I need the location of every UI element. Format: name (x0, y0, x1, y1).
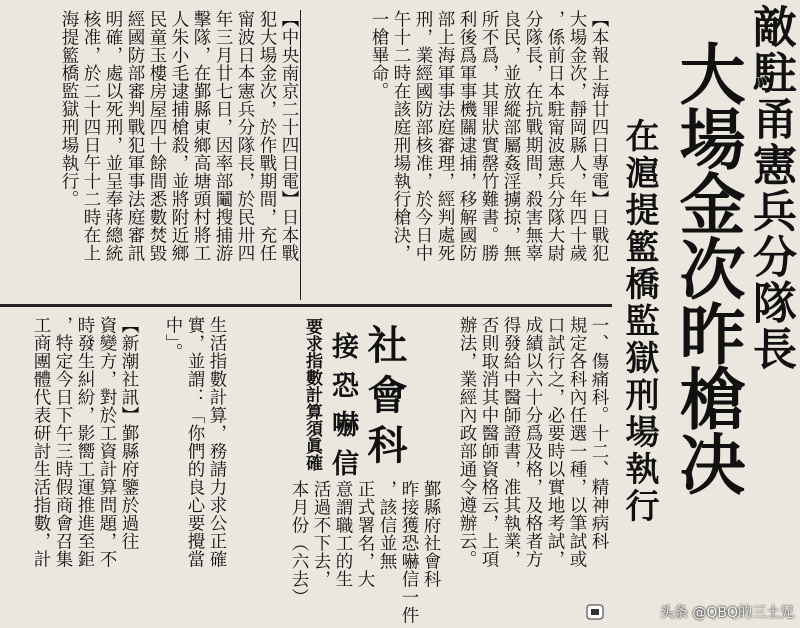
article3-col-4: 成績以六十分爲及格，及格者方 (523, 316, 543, 568)
article2-col-11: 海提籃橋監獄刑場執行。 (59, 10, 79, 208)
article2-col-4: 年三月廿七日，因率部鬮搜捕游 (213, 10, 233, 262)
article2-col-1: 【中央南京二十四日電】日本戰 (279, 10, 299, 262)
article4-col-13: 意謂職工的生 (333, 480, 353, 588)
article4-col-14: 活過不下去， (311, 480, 331, 588)
article3-col-3: 口試行之，必要時以實地考試， (545, 316, 565, 568)
article4-subtitle: 接恐嚇信 (327, 332, 358, 488)
article4-col-6: 生活指數計算，務請力求公正確 (207, 316, 227, 568)
article3-col-5: 得發給中醫師證書，准其執業， (501, 316, 521, 568)
article4-col-9: 鄞縣府社會科 (421, 480, 441, 588)
article4-col-10: 昨接獲恐嚇信一件 (399, 480, 419, 624)
article1-col-8: 部上海軍事法庭審理，經判處死 (435, 10, 455, 262)
column-divider (300, 10, 301, 300)
article4-col-5: 工商團體代表研討生活指數，計 (31, 316, 51, 568)
headline-subtitle: 在滬提籃橋監獄刑場執行 (619, 118, 659, 525)
article3-col-7: 辦法，業經內政部通令遵辦云。 (457, 316, 477, 568)
article1-col-9: 刑，業經國防部核准，於今日中 (413, 10, 433, 262)
article1-col-11: 一槍畢命。 (369, 10, 389, 100)
article4-col-4: ，特定今日下午三時假商會召集 (53, 316, 73, 568)
article4-col-8: 中」。 (163, 316, 183, 362)
article2-col-3: 甯波日本憲兵分隊長，於民卅四 (235, 10, 255, 262)
article1-col-3: ，係前日本駐甯波憲兵分隊大尉 (545, 10, 565, 262)
article1-col-6: 所不爲，其罪狀實罄竹難書。勝 (479, 10, 499, 262)
article3-col-1: 一、傷痛科。十二、精神病科 (589, 316, 609, 550)
article2-col-7: 民童玉樓房屋四十餘間悉數焚毀 (147, 10, 167, 262)
article2-col-6: 人朱小毛逮捕槍殺，並將附近鄉 (169, 10, 189, 262)
article2-col-8: 經國防部審判戰犯軍事法庭審訊 (125, 10, 145, 262)
article1-col-10: 午十二時在該庭刑場執行槍決， (391, 10, 411, 262)
headline-line-1: 敵駐甬憲兵分隊長 (745, 4, 796, 372)
article1-col-7: 利後爲軍事機關逮捕，移解國防 (457, 10, 477, 262)
article1-col-2: 大場金次，靜岡縣人，年四十歲 (567, 10, 587, 262)
article1-col-4: 分隊長，在抗戰期間，殺害無辜 (523, 10, 543, 262)
article2-col-10: 核准，於二十四日午十二時在上 (81, 10, 101, 262)
article4-title: 社會科 (361, 324, 408, 474)
article2-col-5: 擊隊，在鄞縣東鄉高塘頭村將工 (191, 10, 211, 262)
article4-col-1: 【新潮社訊】鄞縣府鑒於過往 (119, 316, 139, 550)
article2-col-9: 明確，處以死刑，並呈奉蔣總統 (103, 10, 123, 262)
article4-col-7: 實，並謂：「你們的良心要攪當 (185, 316, 205, 568)
watermark: 头条 @QBQ的三土兄 (659, 605, 794, 621)
watermark-logo-icon (586, 604, 604, 620)
article4-col-15: 本月份（六去） (289, 480, 309, 606)
article2-col-2: 犯大場金次，於作戰期間，充任 (257, 10, 277, 262)
article4-col-3: 時發生糾紛，影嚮工運推進至鉅 (75, 316, 95, 568)
article1-col-5: 良民，並放縱部屬姦淫擄掠，無 (501, 10, 521, 262)
headline-line-2: 大場金次昨槍决 (668, 40, 746, 495)
article1-col-1: 【本報上海廿四日專電】日戰犯 (589, 10, 609, 262)
article4-col-11: ，該信並無 (377, 480, 397, 570)
article3-col-6: 否則取消其中醫師資格云，上項 (479, 316, 499, 568)
article4-col-12: 正式署名，大 (355, 480, 375, 588)
article4-deck: 要求指數計算須眞確 (302, 318, 322, 471)
section-divider (0, 304, 612, 307)
article3-col-2: 規定各科內任選一種，以筆試或 (567, 316, 587, 568)
article4-col-2: 資變方，對於工資計算問題，不 (97, 316, 117, 568)
